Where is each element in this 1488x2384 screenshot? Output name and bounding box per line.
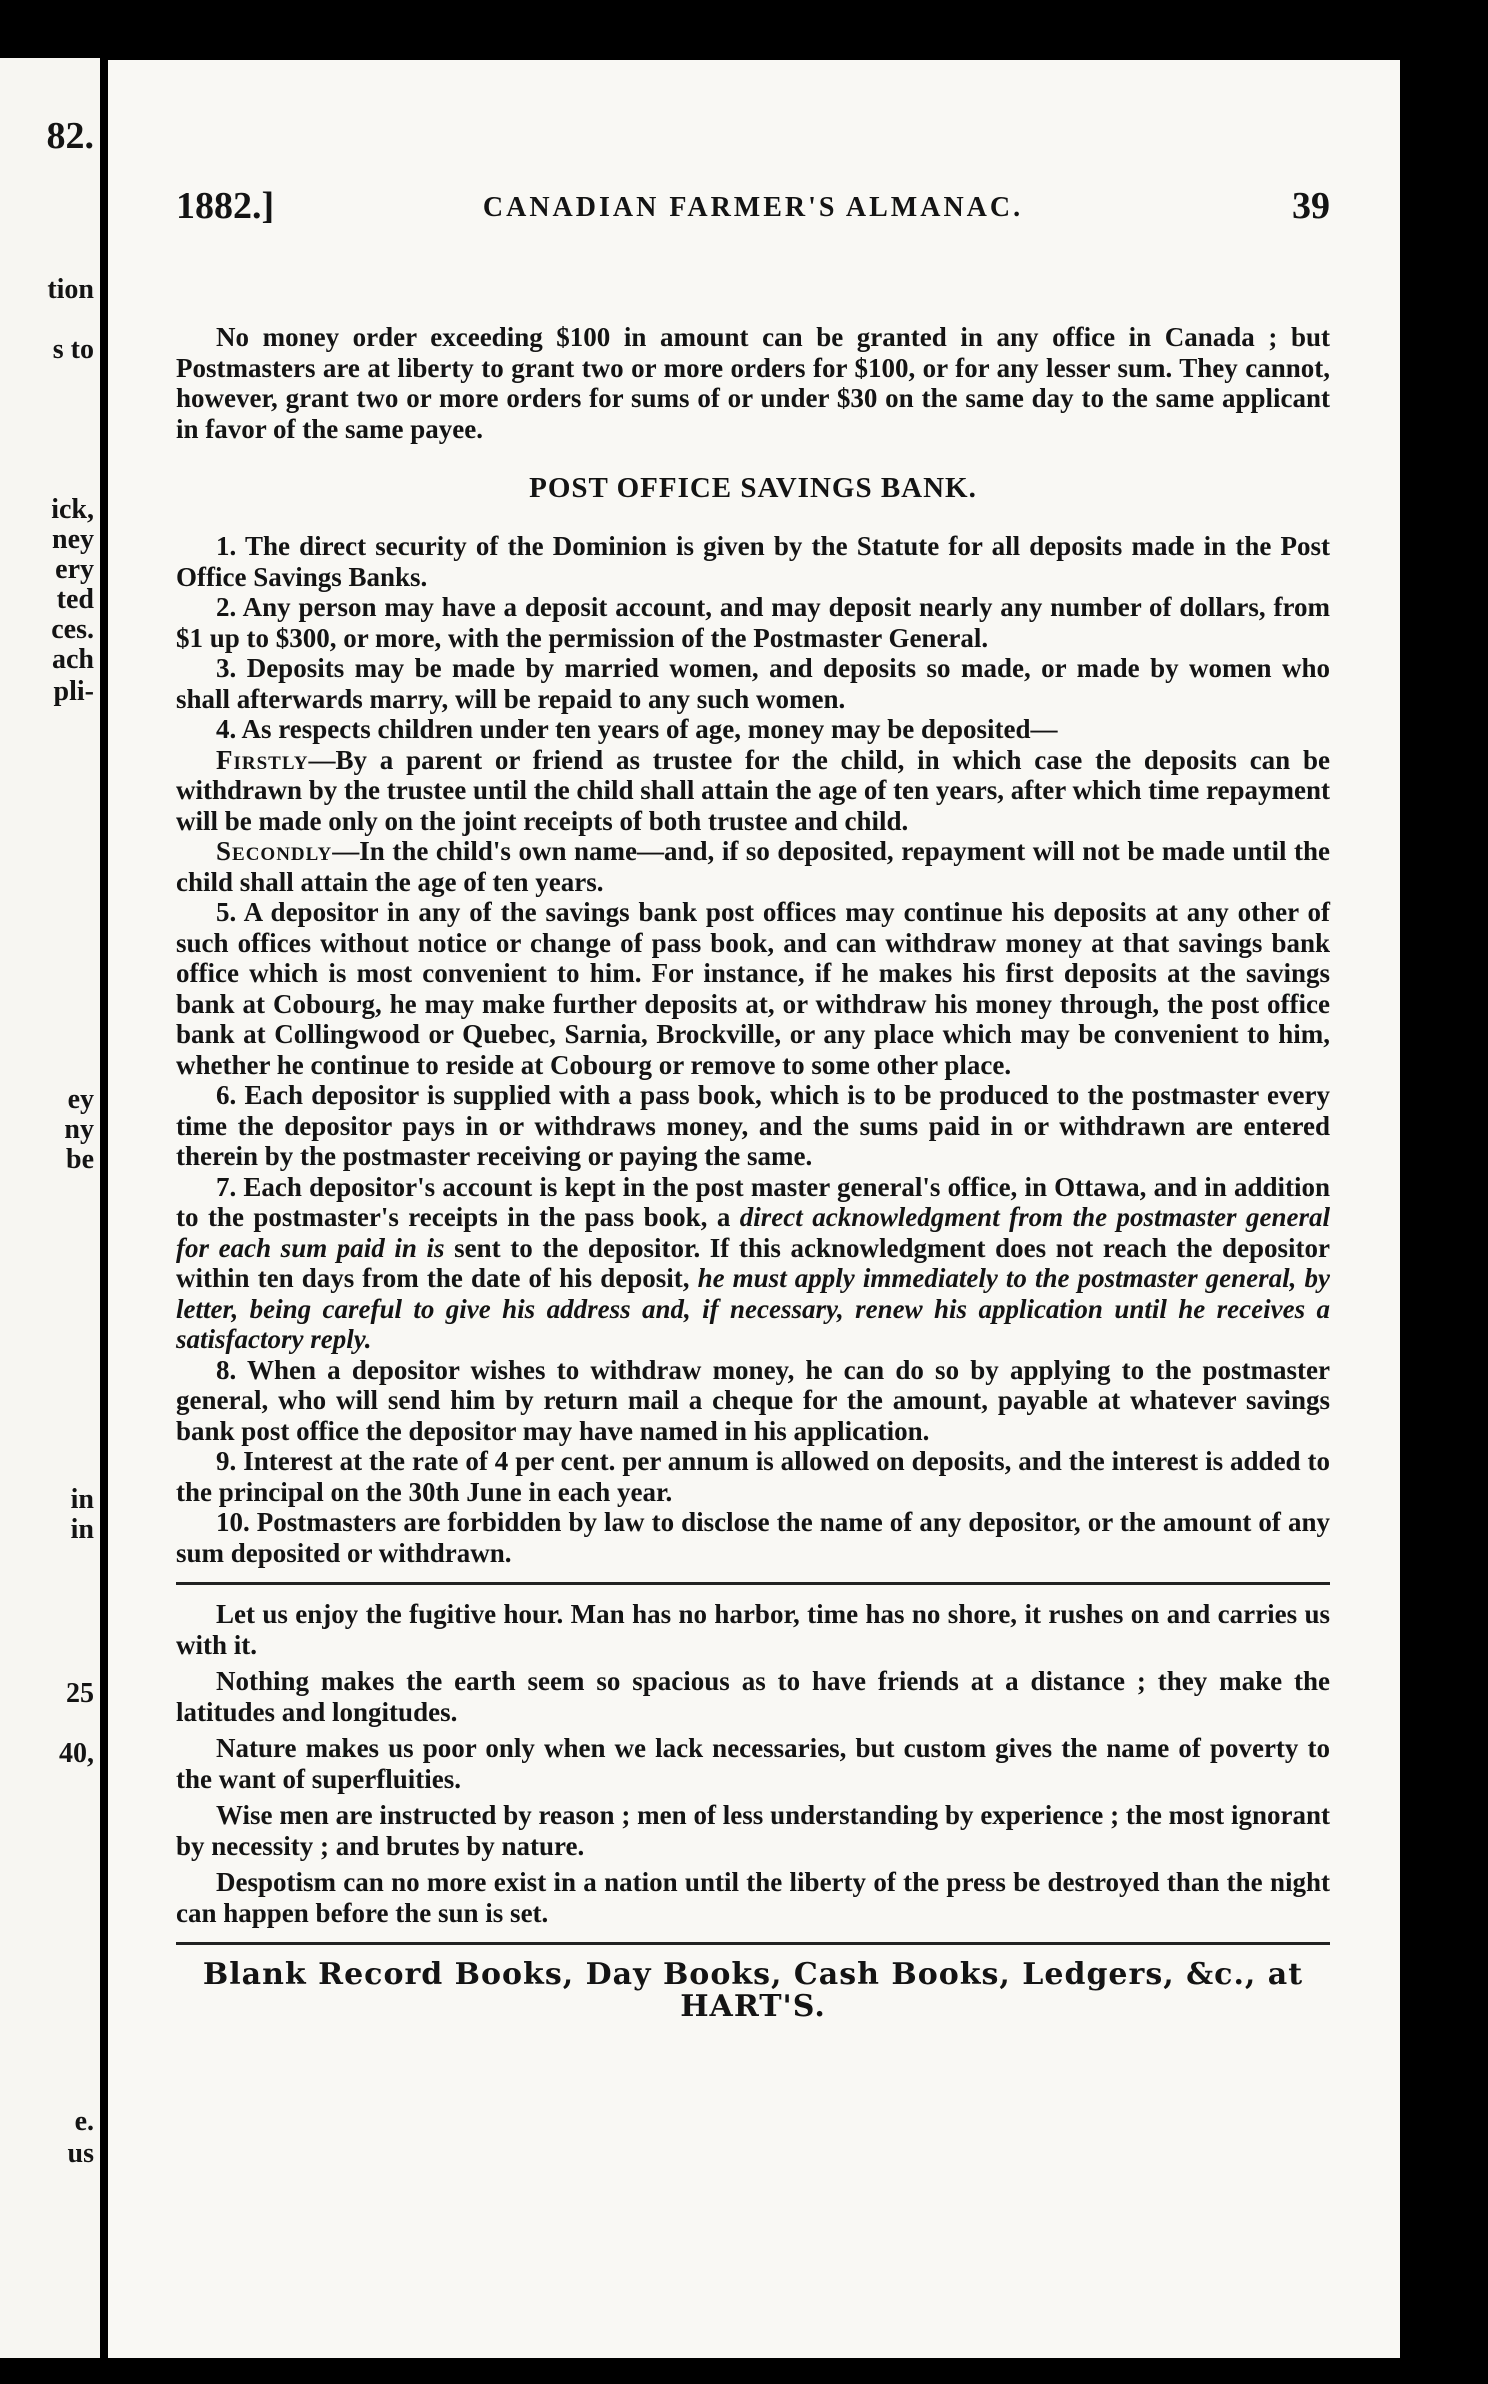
rule-4: 4. As respects children under ten years of age, money may be deposited— (216, 714, 1058, 744)
rule-1: 1. The direct security of the Dominion is given by the Statute for all deposits made in the Post Office Savings Banks. (176, 531, 1330, 592)
footer-line-2: HART'S. (680, 1989, 826, 2024)
rule-2: 2. Any person may have a deposit account, and may deposit nearly any number of dollars, from $1 up to $300, or more, with the permission of the Postmaster General. (176, 592, 1330, 653)
page-number: 39 (1292, 185, 1330, 227)
running-header (176, 184, 1330, 234)
prev-page-fragment: be (66, 1144, 94, 1175)
quote-4: Wise men are instructed by reason ; men of less understanding by experience ; the most ignorant by necessity ; and brutes by nature. (176, 1800, 1330, 1861)
prev-page-fragment: ick, (51, 494, 94, 525)
footer-advertisement (176, 1959, 1330, 2023)
secondly-lead: Secondly (216, 836, 333, 866)
prev-page-fragment: e. (74, 2106, 94, 2137)
prev-page-fragment: us (67, 2138, 94, 2169)
prev-page-fragment: ery (55, 554, 94, 585)
rule-4-secondly (176, 836, 1330, 897)
firstly-lead: Firstly (216, 744, 309, 775)
rule-4-firstly (176, 745, 1330, 837)
prev-page-fragment: 40, (59, 1738, 94, 1769)
prev-page-fragment: tion (47, 274, 94, 305)
intro-paragraph: No money order exceeding $100 in amount can be granted in any office in Canada ; but Postmasters are at liberty to grant two or more orders for $100, or for any lesser sum. They cannot, however, grant two or more orders for sums of or under $30 on the same day to the same applicant in favor of the same payee. (176, 322, 1330, 444)
header-title: CANADIAN FARMER'S ALMANAC. (482, 192, 1024, 223)
prev-page-fragment: ny (64, 1114, 94, 1145)
firstly-text: —By a parent or friend as trustee for the child, in which case the deposits can be withdrawn by the trustee until the child shall attain the age of ten years, after which time repayment will be made only on the joint receipts of both trustee and child. (176, 744, 1330, 836)
page-body (176, 322, 1330, 2023)
rule-9: 9. Interest at the rate of 4 per cent. per annum is allowed on deposits, and the interest is added to the principal on the 30th June in each year. (176, 1446, 1330, 1507)
prev-page-fragment: s to (52, 334, 94, 365)
prev-page-fragment: ted (56, 584, 94, 615)
prev-page-fragment: in (70, 1514, 94, 1545)
rule-7-italic-a: direct acknowledgment from the postmaster general for each sum paid in is (176, 1202, 1330, 1263)
rule-6: 6. Each depositor is supplied with a pass book, which is to be produced to the postmaster every time the depositor pays in or withdraws money, and the sums paid in or withdrawn are entered therein by the postmaster receiving or paying the same. (176, 1080, 1330, 1171)
prev-page-fragment: ey (67, 1084, 94, 1115)
prev-page-fragment: 25 (66, 1678, 94, 1709)
quote-5: Despotism can no more exist in a nation until the liberty of the press be destroyed than the night can happen before the sun is set. (176, 1867, 1330, 1928)
header-year: 1882.] (176, 185, 275, 227)
section-heading: POST OFFICE SAVINGS BANK. (529, 472, 977, 504)
prev-page-fragment: in (70, 1484, 94, 1515)
quote-1: Let us enjoy the fugitive hour. Man has no harbor, time has no shore, it rushes on and carries us with it. (176, 1599, 1330, 1660)
rule-5: 5. A depositor in any of the savings bank post offices may continue his deposits at any other of such offices without notice or change of pass book, and can withdraw money at that savings bank office which is most convenient to him. For instance, if he makes his first deposits at the savings bank at Cobourg, he may make further deposits at, or withdraw his money through, the post office bank at Collingwood or Quebec, Sarnia, Brockville, or any place which may be convenient to him, whether he continue to reside at Cobourg or remove to some other place. (176, 897, 1330, 1080)
prev-page-fragment: ney (52, 524, 94, 555)
rule-7-italic-b: he must apply immediately to the postmaster general, by letter, being careful to give his address and, if necessary, renew his application until he receives a satisfactory reply. (176, 1263, 1330, 1354)
previous-page-edge (0, 58, 100, 2358)
rule-7 (176, 1172, 1330, 1355)
divider-top (176, 1582, 1330, 1585)
prev-page-fragment: pli- (53, 676, 94, 707)
quote-3: Nature makes us poor only when we lack necessaries, but custom gives the name of poverty to the want of superfluities. (176, 1733, 1330, 1794)
footer-line-1: Blank Record Books, Day Books, Cash Books, Ledgers, &c., at (202, 1957, 1304, 1992)
prev-page-fragment: ach (52, 644, 94, 675)
divider-bottom (176, 1942, 1330, 1945)
rule-3: 3. Deposits may be made by married women, and deposits so made, or made by women who shall afterwards marry, will be repaid to any such women. (176, 653, 1330, 714)
quote-2: Nothing makes the earth seem so spacious as to have friends at a distance ; they make the latitudes and longitudes. (176, 1666, 1330, 1727)
rule-8: 8. When a depositor wishes to withdraw money, he can do so by applying to the postmaster general, who will send him by return mail a cheque for the amount, payable at whatever savings bank post office the depositor may have named in his application. (176, 1354, 1330, 1446)
secondly-text: —In the child's own name—and, if so deposited, repayment will not be made until the child shall attain the age of ten years. (176, 836, 1330, 897)
almanac-page (108, 60, 1400, 2358)
rule-7-part-c: sent to the depositor. If this acknowledgment does not reach the depositor within ten days from the date of his deposit, (176, 1232, 1330, 1293)
prev-page-fragment: 82. (46, 115, 94, 157)
prev-page-fragment: ces. (51, 614, 94, 645)
rule-10: 10. Postmasters are forbidden by law to disclose the name of any depositor, or the amount of any sum deposited or withdrawn. (176, 1507, 1330, 1568)
rule-7-part-a: 7. Each depositor's account is kept in the post master general's office, in Ottawa, and in addition to the postmaster's receipts in the pass book, a (176, 1171, 1330, 1232)
